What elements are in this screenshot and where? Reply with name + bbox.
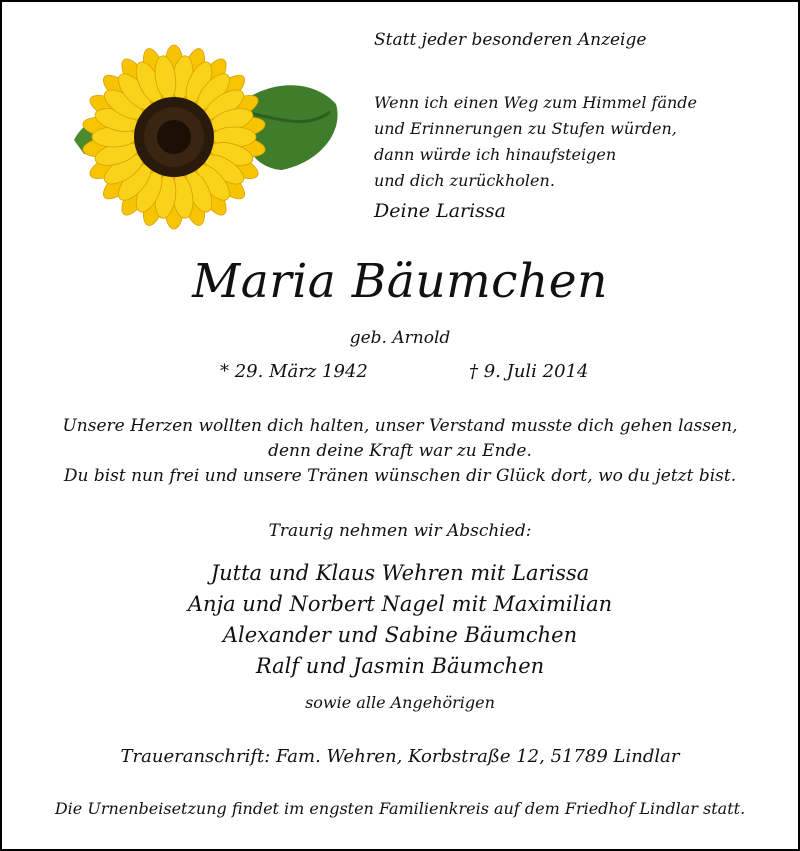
death-date: † 9. Juli 2014 (469, 361, 589, 382)
relatives-line: sowie alle Angehörigen (305, 693, 495, 712)
poem-line: und Erinnerungen zu Stufen würden, (374, 119, 677, 138)
poem (374, 90, 697, 194)
quote-line: denn deine Kraft war zu Ende. (268, 441, 532, 461)
family-member: Anja und Norbert Nagel mit Maximilian (187, 592, 613, 616)
family-member: Alexander und Sabine Bäumchen (222, 623, 578, 647)
sunflower-icon (44, 42, 344, 232)
poem-line: Wenn ich einen Weg zum Himmel fände (374, 93, 698, 112)
maiden-name: geb. Arnold (349, 328, 451, 348)
header-line: Statt jeder besonderen Anzeige (374, 30, 647, 50)
poem-line: dann würde ich hinaufsteigen (374, 145, 617, 164)
mourning-line: Traurig nehmen wir Abschied: (268, 521, 532, 541)
quote (2, 414, 798, 489)
family-member: Ralf und Jasmin Bäumchen (255, 654, 545, 678)
quote-line: Du bist nun frei und unsere Tränen wünschen dir Glück dort, wo du jetzt bist. (63, 466, 737, 486)
quote-line: Unsere Herzen wollten dich halten, unser Verstand musste dich gehen lassen, (62, 416, 738, 436)
family-list (2, 558, 798, 682)
birth-date: * 29. März 1942 (220, 361, 368, 382)
poem-signature: Deine Larissa (374, 200, 507, 222)
poem-line: und dich zurückholen. (374, 171, 555, 190)
funeral-note: Die Urnenbeisetzung findet im engsten Familienkreis auf dem Friedhof Lindlar statt. (54, 799, 746, 818)
mourning-address: Traueranschrift: Fam. Wehren, Korbstraße 12, 51789 Lindlar (120, 746, 680, 767)
deceased-name: Maria Bäumchen (192, 254, 608, 309)
family-member: Jutta und Klaus Wehren mit Larissa (210, 561, 590, 585)
